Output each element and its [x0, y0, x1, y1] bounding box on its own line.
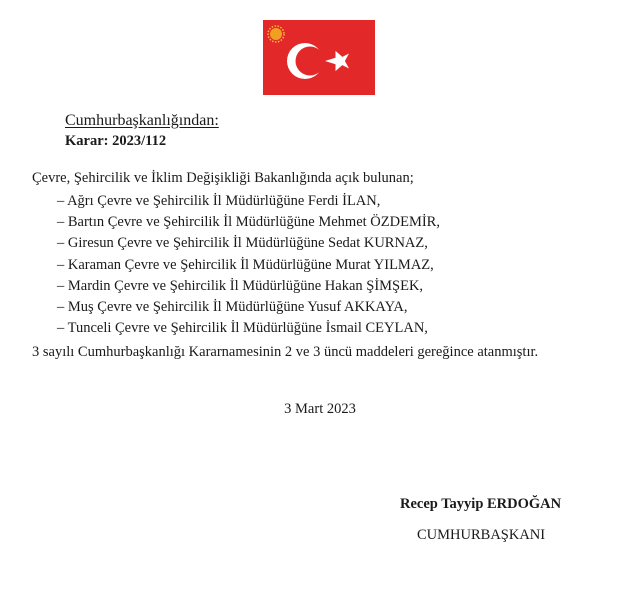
turkish-flag-emblem: [263, 20, 375, 95]
document-date: 3 Mart 2023: [284, 401, 356, 417]
list-item: – Bartın Çevre ve Şehircilik İl Müdürlüğüne Mehmet ÖZDEMİR,: [57, 214, 440, 231]
list-item: – Tunceli Çevre ve Şehircilik İl Müdürlüğüne İsmail CEYLAN,: [57, 320, 428, 337]
decision-number: Karar: 2023/112: [65, 133, 167, 149]
intro-paragraph: Çevre, Şehircilik ve İklim Değişikliği Bakanlığında açık bulunan;: [32, 170, 414, 186]
list-item: – Ağrı Çevre ve Şehircilik İl Müdürlüğüne Ferdi İLAN,: [57, 193, 381, 209]
list-item: – Karaman Çevre ve Şehircilik İl Müdürlüğüne Murat YILMAZ,: [57, 256, 434, 273]
closing-paragraph: 3 sayılı Cumhurbaşkanlığı Kararnamesinin 2 ve 3 üncü maddeleri gereğince atanmıştır.: [32, 344, 539, 360]
signer-name: Recep Tayyip ERDOĞAN: [400, 496, 562, 512]
list-item: – Giresun Çevre ve Şehircilik İl Müdürlüğüne Sedat KURNAZ,: [57, 235, 428, 252]
issuer-heading: Cumhurbaşkanlığından:: [65, 112, 219, 129]
list-item: – Muş Çevre ve Şehircilik İl Müdürlüğüne Yusuf AKKAYA,: [57, 298, 408, 315]
appointment-list: [57, 191, 440, 339]
list-item: – Mardin Çevre ve Şehircilik İl Müdürlüğüne Hakan ŞİMŞEK,: [57, 277, 424, 294]
signer-title: CUMHURBAŞKANI: [417, 527, 546, 543]
